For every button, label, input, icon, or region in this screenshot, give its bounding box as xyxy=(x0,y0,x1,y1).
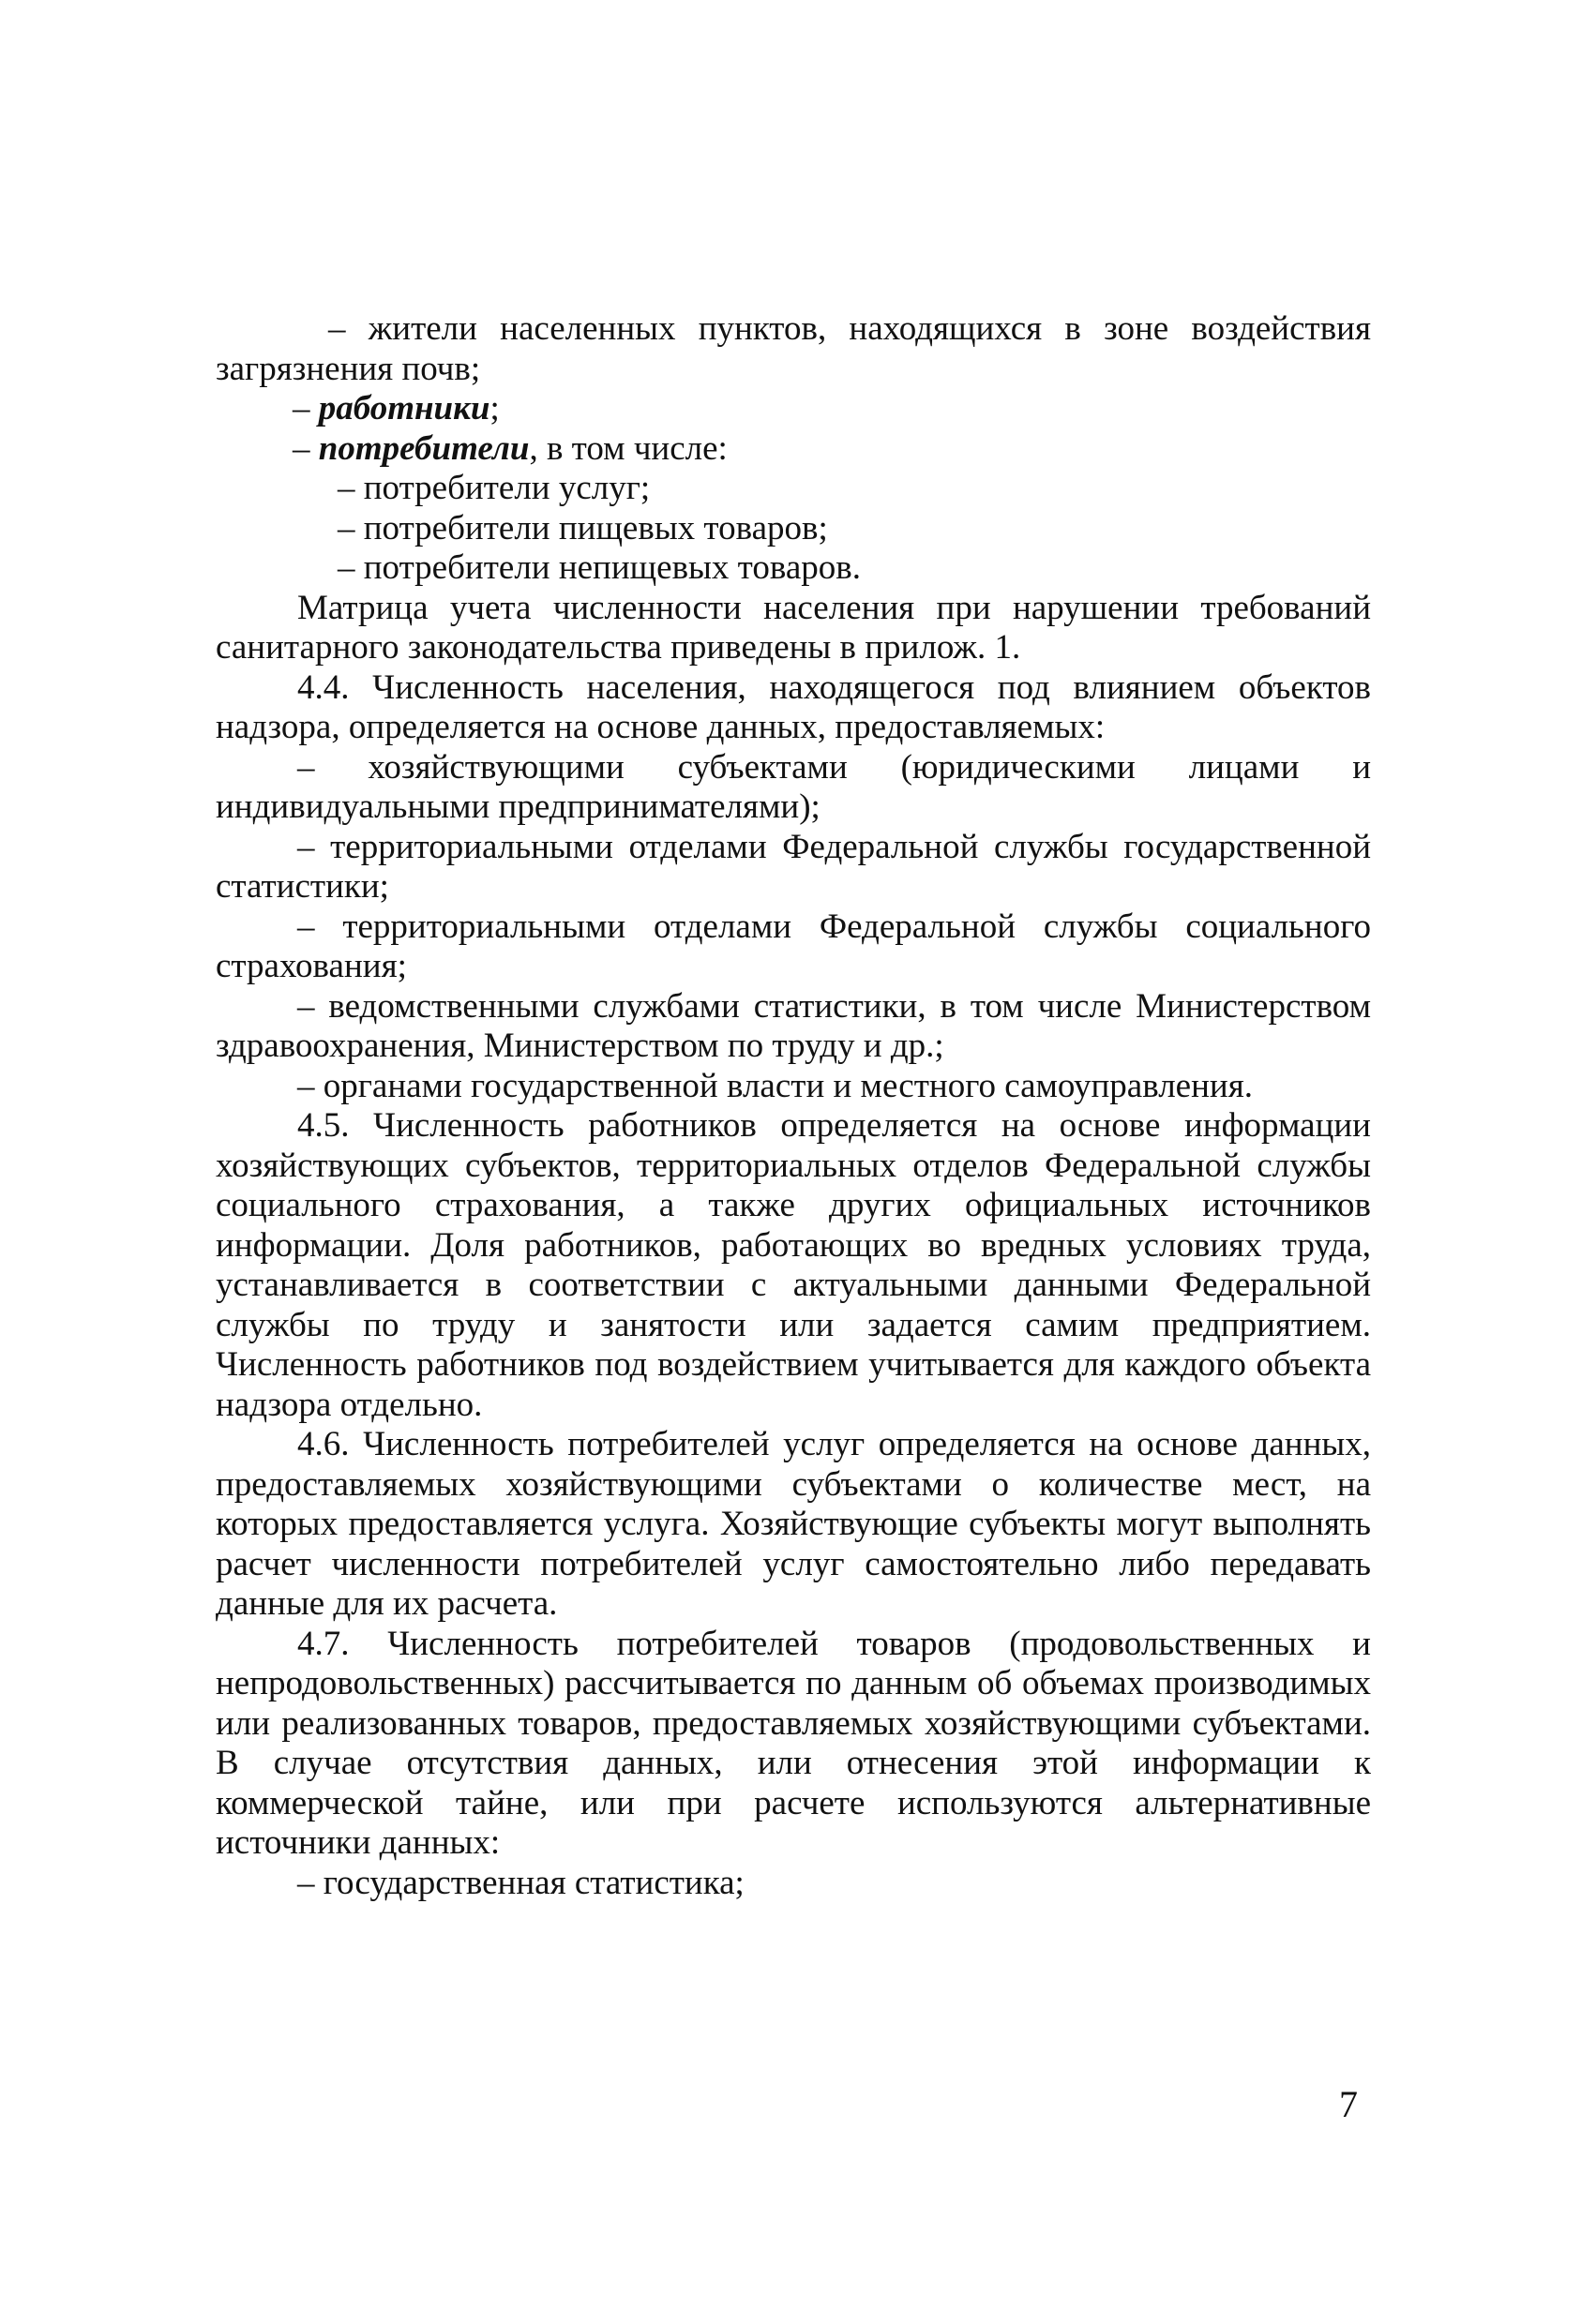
list-item-services: – потребители услуг; xyxy=(338,469,651,507)
semicolon: ; xyxy=(489,389,500,427)
term-consumers: потребители xyxy=(318,428,530,468)
document-body xyxy=(216,309,1371,1903)
list-item-state-statistics: – территориальными отделами Федеральной службы государственной статистики; xyxy=(216,827,1371,906)
list-item-food: – потребители пищевых товаров; xyxy=(338,508,828,547)
paragraph-4-6: 4.6. Численность потребителей услуг определяется на основе данных, предоставляемых хозяйствующими субъектами о количестве мест, на которых предоставляется услуга. Хозяйствующие субъекты могут выполнять расчет численности потребителей услуг самостоятельно либо передавать данные для их расчета. xyxy=(216,1425,1371,1623)
paragraph-4-7: 4.7. Численность потребителей товаров (продовольственных и непродовольственных) рассчитывается по данным об объемах производимых или реализованных товаров, предоставляемых хозяйствующими субъектами. В случае отсутствия данных, или отнесения этой информации к коммерческой тайне, или при расчете используются альтернативные источники данных: xyxy=(216,1624,1371,1862)
paragraph-matrix: Матрица учета численности населения при нарушении требований санитарного законодательства приведены в прилож. 1. xyxy=(216,588,1371,667)
page-number: 7 xyxy=(1339,2083,1358,2125)
paragraph-4-5: 4.5. Численность работников определяется на основе информации хозяйствующих субъектов, территориальных отделов Федеральной службы социального страхования, а также других официальных источников информации. Доля работников, работающих во вредных условиях труда, устанавливается в соответствии с актуальными данными Федеральной службы по труду и занятости или задается самим предприятием. Численность работников под воздействием учитывается для каждого объекта надзора отдельно. xyxy=(216,1106,1371,1424)
list-item-departmental: – ведомственными службами статистики, в том числе Министерством здравоохранения, Министерством по труду и др.; xyxy=(216,986,1371,1065)
paragraph-residents: – жители населенных пунктов, находящихся в зоне воздействия загрязнения почв; xyxy=(216,309,1371,388)
paragraph-consumers xyxy=(216,429,1371,470)
consumers-tail: , в том числе: xyxy=(529,428,728,468)
list-item-social-insurance: – территориальными отделами Федеральной службы социального страхования; xyxy=(216,907,1371,985)
dash: – xyxy=(293,428,319,468)
paragraph-workers xyxy=(216,389,1371,429)
list-item-authorities: – органами государственной власти и местного самоуправления. xyxy=(297,1066,1253,1105)
paragraph-4-4: 4.4. Численность населения, находящегося под влиянием объектов надзора, определяется на основе данных, предоставляемых: xyxy=(216,667,1371,746)
list-item-state-statistics-source: – государственная статистика; xyxy=(297,1863,745,1902)
list-item-entities: – хозяйствующими субъектами (юридическими лицами и индивидуальными предпринимателями); xyxy=(216,747,1371,826)
term-workers: работники xyxy=(318,389,490,427)
dash: – xyxy=(293,389,319,427)
list-item-nonfood: – потребители непищевых товаров. xyxy=(338,548,861,587)
